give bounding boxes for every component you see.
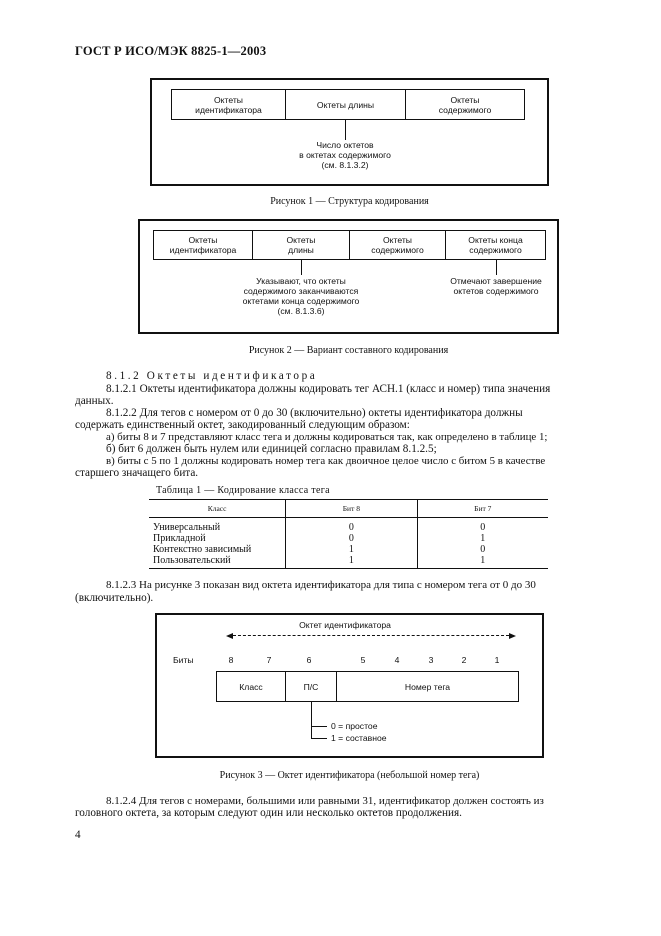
figure-3-left-arrow-icon (226, 633, 233, 639)
figure-2-cell-contents: Октеты содержимого (349, 230, 446, 260)
paragraph-8-1-2-2-cont: содержать единственный октет, закодированный следующим образом: (75, 419, 410, 431)
table-cell-class: Прикладной (153, 533, 206, 544)
table-1-header-bit7: Бит 7 (417, 500, 548, 518)
figure-2-right-note-line-2: октетов содержимого (453, 286, 539, 296)
figure-3-note-constructed: 1 = составное (331, 733, 387, 743)
figure-3-title: Октет идентификатора (299, 620, 391, 630)
page-number: 4 (75, 829, 81, 841)
figure-2-cell-identifier: Октеты идентификатора (153, 230, 253, 260)
table-1-header-row (149, 500, 548, 518)
figure-3-pointer-line (311, 702, 312, 738)
figure-3-cell-class: Класс (216, 671, 286, 702)
figure-2-cell-end-of-contents: Октеты конца содержимого (445, 230, 546, 260)
table-1-header-class: Класс (149, 500, 286, 518)
table-cell-bit8: 0 (286, 518, 417, 534)
table-1-title: Таблица 1 — Кодирование класса тега (156, 485, 330, 496)
list-item-a: а) биты 8 и 7 представляют класс тега и должны кодироваться так, как определено в таблице 1; (106, 431, 548, 443)
table-cell-bit7: 0 (417, 518, 548, 534)
bit-label-2: 2 (461, 655, 467, 665)
figure-2-right-note (436, 276, 556, 296)
figure-1-note-line-1: Число октетов (316, 140, 374, 150)
figure-2-left-note-line-4: (см. 8.1.3.6) (277, 306, 325, 316)
table-cell-bit8: 1 (286, 544, 417, 555)
figure-3-note-primitive: 0 = простое (331, 721, 378, 731)
table-cell-bit8: 0 (286, 533, 417, 544)
table-row (149, 518, 548, 534)
table-row (149, 544, 548, 555)
figure-2-cell-length: Октеты длины (252, 230, 350, 260)
figure-1-cell-contents: Октеты содержимого (405, 89, 525, 120)
figure-3-right-arrow-icon (509, 633, 516, 639)
document-header: ГОСТ Р ИСО/МЭК 8825-1—2003 (75, 44, 267, 58)
figure-3-pointer-branch-2 (311, 738, 327, 739)
bit-label-4: 4 (394, 655, 400, 665)
table-cell-bit7: 1 (417, 555, 548, 569)
figure-1-pointer-line (345, 120, 346, 140)
paragraph-8-1-2-2: 8.1.2.2 Для тегов с номером от 0 до 30 (включительно) октеты идентификатора должны (106, 407, 523, 419)
bit-label-7: 7 (266, 655, 272, 665)
figure-2-caption: Рисунок 2 — Вариант составного кодирования (248, 345, 449, 356)
table-cell-class: Универсальный (153, 522, 221, 533)
bit-label-5: 5 (360, 655, 366, 665)
paragraph-8-1-2-1: 8.1.2.1 Октеты идентификатора должны кодировать тег АСН.1 (класс и номер) типа значения (106, 383, 551, 395)
figure-1-caption: Рисунок 1 — Структура кодирования (270, 196, 429, 207)
figure-1-note (270, 140, 420, 170)
table-cell-class: Пользовательский (153, 555, 231, 566)
figure-3-cell-tag-number: Номер тега (336, 671, 519, 702)
bit-label-1: 1 (494, 655, 500, 665)
paragraph-8-1-2-3: 8.1.2.3 На рисунке 3 показан вид октета идентификатора для типа с номером тега от 0 до 30 (106, 579, 536, 591)
section-heading: 8.1.2 Октеты идентификатора (106, 370, 318, 382)
list-item-c: в) биты с 5 по 1 должны кодировать номер тега как двоичное целое число с битом 5 в качестве (106, 455, 546, 467)
figure-2-right-pointer-line (496, 260, 497, 275)
table-cell-class: Контекстно зависимый (153, 544, 252, 555)
figure-2-left-note-line-2: содержимого заканчиваются (243, 286, 359, 296)
paragraph-8-1-2-4-cont: головного октета, за которым следуют один или несколько октетов продолжения. (75, 807, 462, 819)
figure-3-pointer-branch-1 (311, 726, 327, 727)
table-row (149, 555, 548, 569)
figure-1-cell-length: Октеты длины (285, 89, 406, 120)
paragraph-8-1-2-4: 8.1.2.4 Для тегов с номерами, большими или равными 31, идентификатор должен состоять из (106, 795, 544, 807)
figure-2-right-note-line-1: Отмечают завершение (450, 276, 542, 286)
table-cell-bit7: 1 (417, 533, 548, 544)
figure-1-cell-identifier: Октеты идентификатора (171, 89, 286, 120)
figure-3-bits-label: Биты (173, 655, 194, 665)
figure-2-left-note-line-1: Указывают, что октеты (256, 276, 346, 286)
figure-1-note-line-2: в октетах содержимого (299, 150, 391, 160)
table-1-header-bit8: Бит 8 (286, 500, 417, 518)
list-item-c-cont: старшего значащего бита. (75, 467, 199, 479)
bit-label-8: 8 (228, 655, 234, 665)
table-cell-bit7: 0 (417, 544, 548, 555)
table-1 (149, 499, 548, 569)
figure-3-dashed-line (233, 635, 509, 636)
figure-2-left-pointer-line (301, 260, 302, 275)
figure-3-cell-primitive-constructed: П/С (285, 671, 337, 702)
figure-1-note-line-3: (см. 8.1.3.2) (321, 160, 369, 170)
figure-3-caption: Рисунок 3 — Октет идентификатора (небольшой номер тега) (219, 770, 480, 781)
table-cell-bit8: 1 (286, 555, 417, 569)
figure-2-left-note (221, 276, 381, 316)
paragraph-8-1-2-1-cont: данных. (75, 395, 114, 407)
figure-2-left-note-line-3: октетами конца содержимого (242, 296, 360, 306)
bit-label-6: 6 (306, 655, 312, 665)
table-row (149, 533, 548, 544)
bit-label-3: 3 (428, 655, 434, 665)
list-item-b: б) бит 6 должен быть нулем или единицей согласно правилам 8.1.2.5; (106, 443, 437, 455)
paragraph-8-1-2-3-cont: (включительно). (75, 592, 154, 604)
